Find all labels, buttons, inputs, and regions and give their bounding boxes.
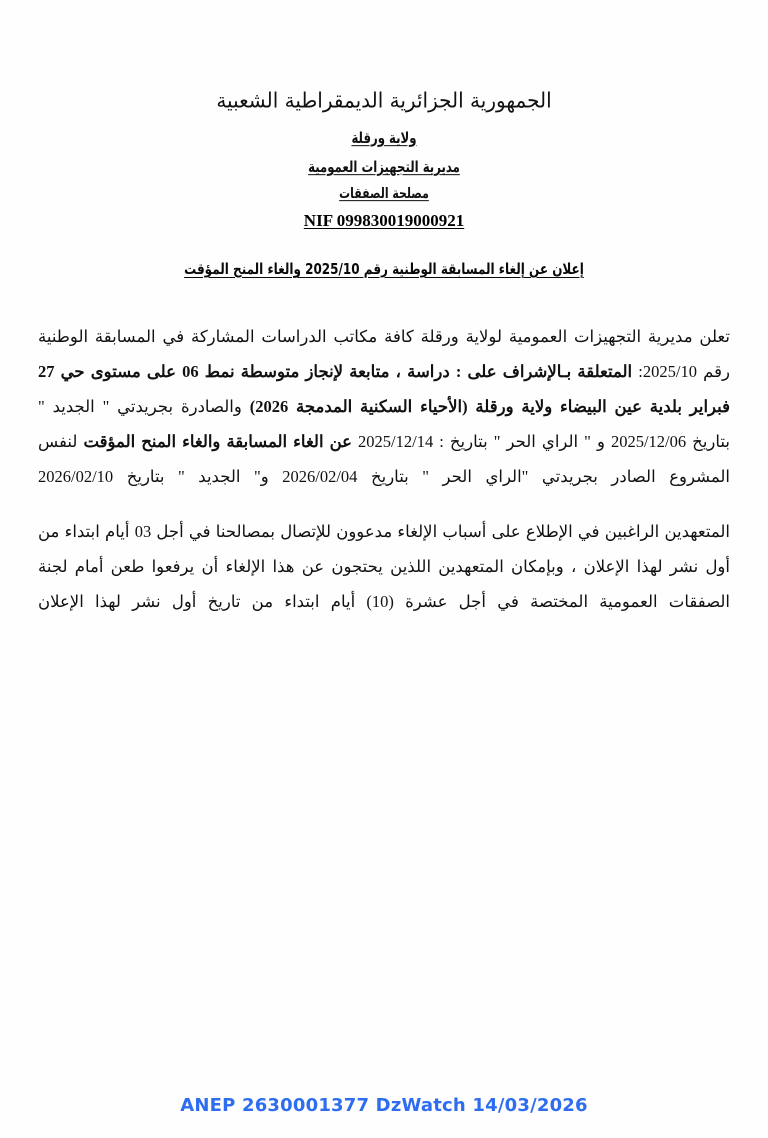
- document-body: [38, 278, 730, 620]
- body-text: لنفس المشروع الصادر بجريدتي "الراي الحر " بتاريخ 2026/02/04 و" الجديد " بتاريخ 2026/02/10: [38, 431, 730, 486]
- header-republic-line: الجمهورية الجزائرية الديمقراطية الشعبية: [216, 87, 552, 113]
- body-text: والصادرة بجريدتي " الجديد " بتاريخ 2025/12/06 و " الراي الحر " بتاريخ : 2025/12/14: [38, 396, 730, 451]
- document-header: [0, 0, 768, 231]
- anep-reference: ANEP 2630001377 DzWatch 14/03/2026: [180, 1095, 588, 1116]
- body-text: تعلن مديرية التجهيزات العمومية لولاية ورقلة كافة مكاتب الدراسات المشاركة في المسابقة الوطنية رقم 2025/10:: [38, 327, 730, 381]
- emphasis-text: المتعلقة بـالإشراف على : دراسة ، متابعة لإنجاز متوسطة نمط 06 على مستوى حي 27 فبراير بلدية عين البيضاء ولاية ورقلة (الأحياء السكنية المدمجة 2026): [38, 361, 731, 416]
- header-nif-line: NIF 099830019000921: [303, 211, 465, 230]
- page-title: إعلان عن إلغاء المسابقة الوطنية رقم 2025/10 والغاء المنح المؤقت: [184, 260, 584, 278]
- body-text: المتعهدين الراغبين في الإطلاع على أسباب الإلغاء مدعوون للإتصال بمصالحنا في أجل 03 أيام ابتداء من أول نشر لهذا الإعلان ، وبإمكان المتعهدين اللذين يحتجون عن هذا الإلغاء أن يرفعوا طعن أمام لجنة الصفقات العمومية المختصة في أجل عشرة (10) أيام ابتداء من تاريخ أول نشر لهذا الإعلان: [38, 521, 730, 611]
- header-service-line: مصلحة الصفقات: [339, 185, 429, 203]
- paragraph-1: [38, 320, 730, 495]
- document-footer: [0, 1095, 768, 1116]
- header-direction-line: مديرية التجهيزات العمومية: [308, 157, 460, 177]
- emphasis-text: عن الغاء المسابقة والغاء المنح المؤقت: [83, 431, 352, 451]
- header-wilaya-line: ولاية ورقلة: [351, 128, 417, 148]
- paragraph-2: [38, 515, 730, 620]
